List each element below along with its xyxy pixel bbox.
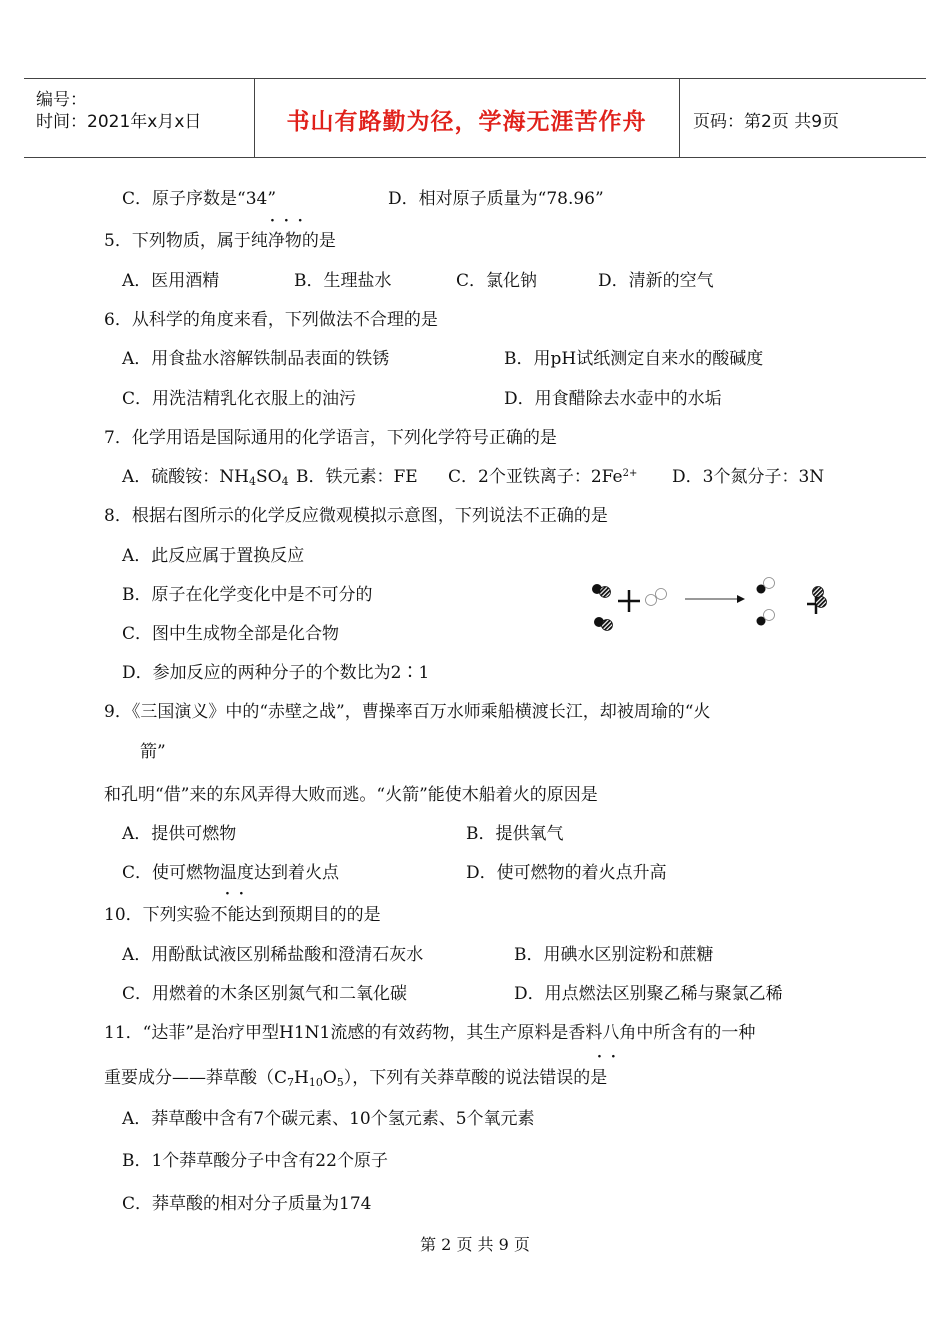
q9-option-c: C．使可燃物温度达到着火点 bbox=[122, 863, 340, 883]
reactant-molecule-2 bbox=[594, 617, 613, 631]
time-label: 时间：2021年x月x日 bbox=[36, 112, 202, 132]
q6-stem: 6．从科学的角度来看，下列做法不合理的是 bbox=[104, 310, 438, 330]
q6-option-b: B．用pH试纸测定自来水的酸碱度 bbox=[504, 349, 764, 369]
q5-option-c: C．氯化钠 bbox=[456, 271, 538, 291]
emphasis-dots: ·· bbox=[597, 1049, 625, 1065]
q8-option-b: B．原子在化学变化中是不可分的 bbox=[122, 585, 373, 605]
q5-option-d: D．清新的空气 bbox=[598, 271, 714, 291]
reactant-molecule-1 bbox=[592, 584, 611, 598]
q4-option-d: D．相对原子质量为“78.96” bbox=[388, 189, 604, 209]
q8-option-d: D．参加反应的两种分子的个数比为2∶1 bbox=[122, 663, 430, 683]
q9-stem-line3: 和孔明“借”来的东风弄得大败而逃。“火箭”能使木船着火的原因是 bbox=[104, 785, 598, 805]
reaction-diagram bbox=[585, 572, 845, 638]
q10-stem: 10．下列实验不能达到预期目的的是 bbox=[104, 905, 381, 925]
q8-option-c: C．图中生成物全部是化合物 bbox=[122, 624, 340, 644]
q10-option-d: D．用点燃法区别聚乙稀与聚氯乙稀 bbox=[514, 984, 783, 1004]
q5-option-a: A．医用酒精 bbox=[122, 271, 220, 291]
page-footer: 第 2 页 共 9 页 bbox=[420, 1235, 530, 1254]
q8-stem: 8．根据右图所示的化学反应微观模拟示意图，下列说法不正确的是 bbox=[104, 506, 608, 526]
header-page-info: 页码：第2页 共9页 bbox=[693, 112, 840, 132]
q6-option-d: D．用食醋除去水壶中的水垢 bbox=[504, 389, 722, 409]
q8-option-a: A．此反应属于置换反应 bbox=[122, 546, 305, 566]
q7-option-d: D．3个氮分子：3N bbox=[672, 467, 825, 487]
q7-option-c: C．2个亚铁离子：$2Fe^{2+}$ bbox=[448, 467, 638, 487]
q5-stem: 5．下列物质，属于纯净物的是 bbox=[104, 231, 336, 251]
header-left-cell bbox=[24, 79, 255, 157]
header-page-cell bbox=[679, 79, 926, 157]
product-molecule-1 bbox=[757, 578, 775, 594]
q9-stem-line2: 箭” bbox=[140, 742, 166, 762]
q11-option-b: B．1个莽草酸分子中含有22个原子 bbox=[122, 1151, 388, 1171]
q10-option-a: A．用酚酞试液区别稀盐酸和澄清石灰水 bbox=[122, 945, 424, 965]
emphasis-dots: ·· bbox=[225, 886, 253, 902]
q11-stem-line1: 11．“达菲”是治疗甲型H1N1流感的有效药物，其生产原料是香料八角中所含有的一种 bbox=[104, 1023, 756, 1043]
q5-option-b: B．生理盐水 bbox=[294, 271, 392, 291]
q11-option-a: A．莽草酸中含有7个碳元素、10个氢元素、5个氧元素 bbox=[122, 1109, 535, 1129]
q7-stem: 7．化学用语是国际通用的化学语言，下列化学符号正确的是 bbox=[104, 428, 557, 448]
q6-option-a: A．用食盐水溶解铁制品表面的铁锈 bbox=[122, 349, 390, 369]
q9-option-a: A．提供可燃物 bbox=[122, 824, 237, 844]
q9-stem-line1: 9．《三国演义》中的“赤壁之战”，曹操率百万水师乘船横渡长江，却被周瑜的“火 bbox=[104, 702, 711, 722]
q4-option-c: C．原子序数是“34” bbox=[122, 189, 277, 209]
q9-option-b: B．提供氧气 bbox=[466, 824, 564, 844]
arrow-right-icon bbox=[685, 595, 745, 603]
plus-sign-icon bbox=[618, 590, 640, 612]
header-title: 书山有路勤为径，学海无涯苦作舟 bbox=[286, 109, 647, 135]
serial-label: 编号： bbox=[36, 90, 87, 110]
reactant-molecule-3 bbox=[646, 589, 667, 606]
q10-option-c: C．用燃着的木条区别氮气和二氧化碳 bbox=[122, 984, 408, 1004]
q7-option-a: A．硫酸铵：$NH_4SO_4$ bbox=[122, 467, 289, 488]
header-title-cell bbox=[254, 79, 680, 157]
product-molecule-3 bbox=[807, 587, 827, 615]
q6-option-c: C．用洗洁精乳化衣服上的油污 bbox=[122, 389, 357, 409]
q10-option-b: B．用碘水区别淀粉和蔗糖 bbox=[514, 945, 714, 965]
product-molecule-2 bbox=[757, 610, 775, 626]
q9-option-d: D．使可燃物的着火点升高 bbox=[466, 863, 667, 883]
page-header bbox=[24, 78, 926, 158]
q7-option-b: B．铁元素：FE bbox=[296, 467, 418, 487]
q11-option-c: C．莽草酸的相对分子质量为174 bbox=[122, 1194, 372, 1214]
q11-stem-line2: 重要成分——莽草酸$(C_7H_{10}O_5)$，下列有关莽草酸的说法错误的是 bbox=[104, 1068, 608, 1089]
emphasis-dots: ··· bbox=[270, 213, 312, 229]
